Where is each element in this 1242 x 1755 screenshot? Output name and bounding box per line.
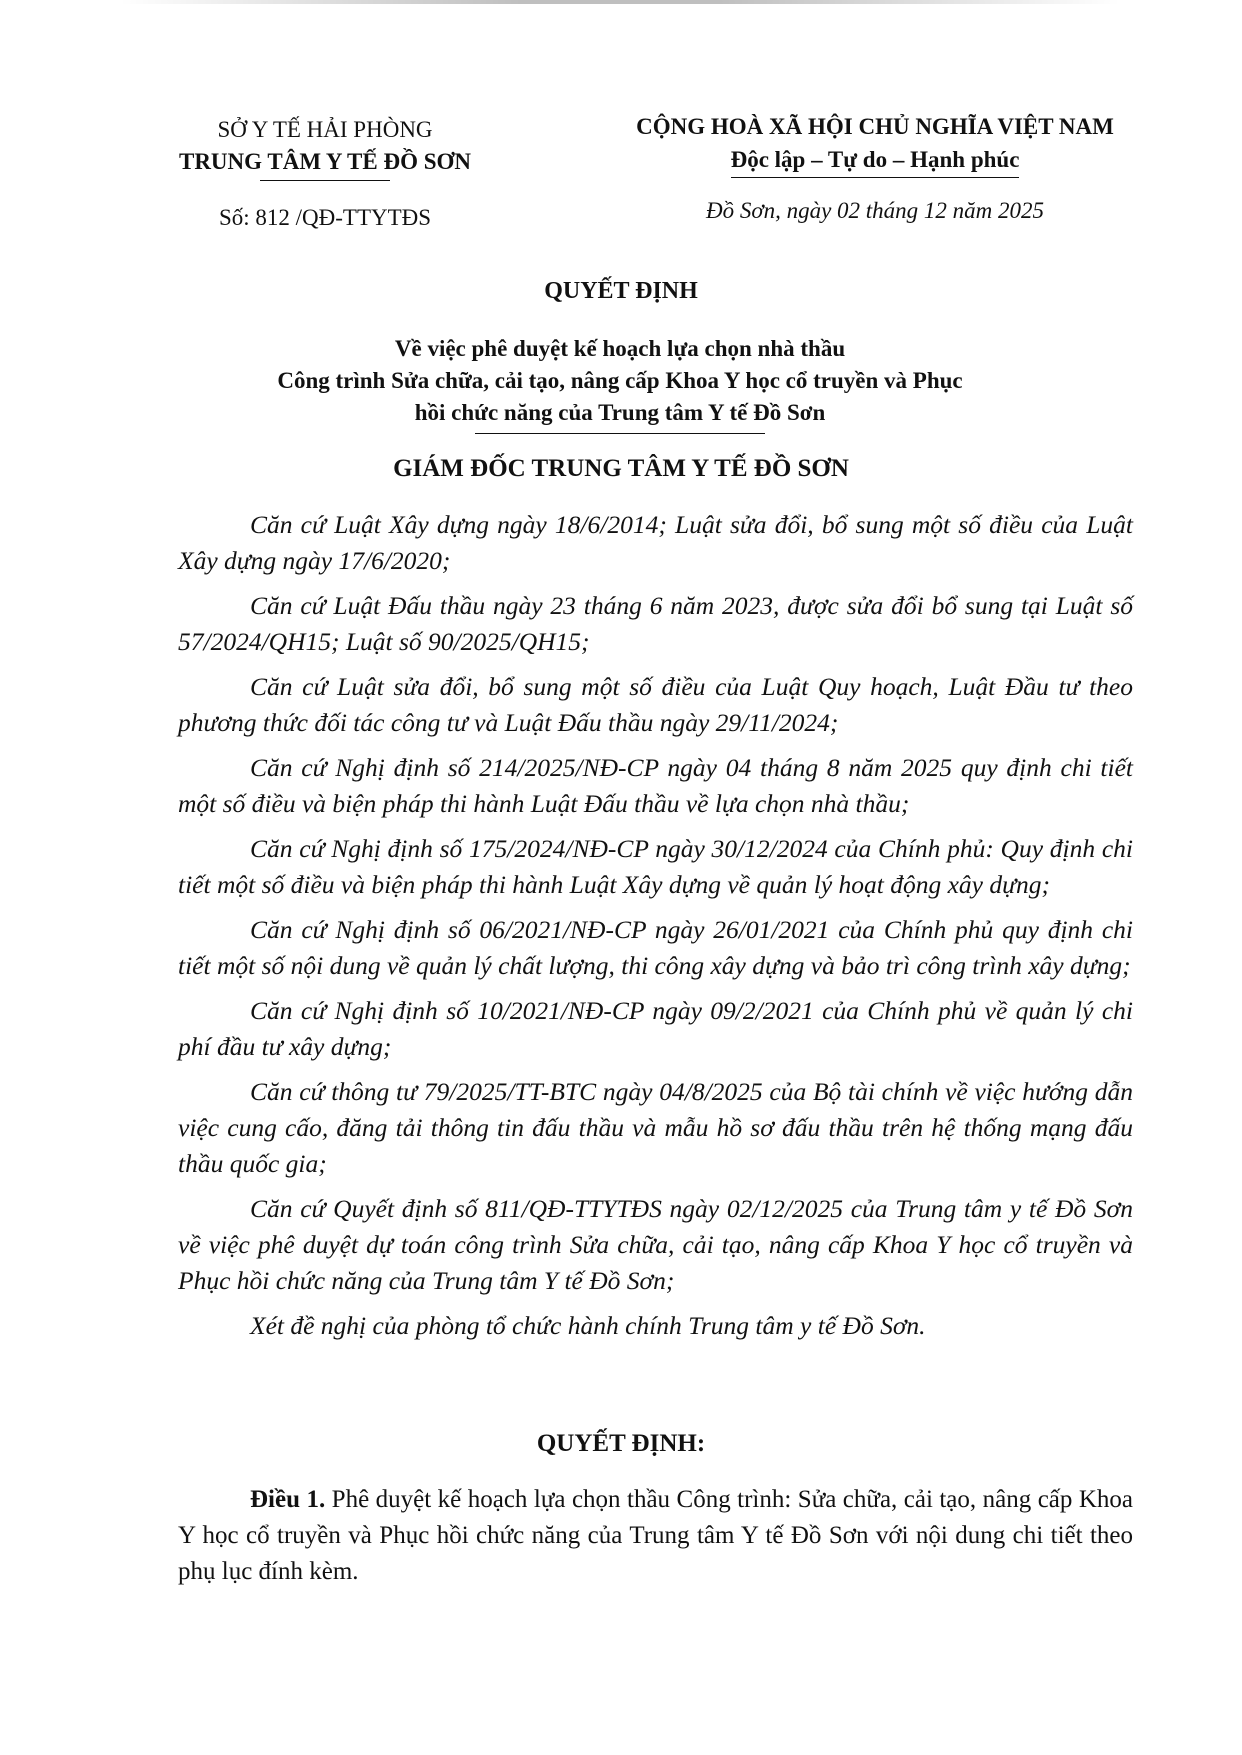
subject-line-3: hồi chức năng của Trung tâm Y tế Đồ Sơn bbox=[414, 400, 826, 425]
decision-heading: QUYẾT ĐỊNH: bbox=[536, 1430, 706, 1457]
basis-paragraph: Căn cứ Luật sửa đổi, bổ sung một số điều của Luật Quy hoạch, Luật Đầu tư theo phương thức đối tác công tư và Luật Đấu thầu ngày 29/11/2024; bbox=[178, 672, 1133, 737]
legal-bases bbox=[178, 507, 1133, 1344]
basis-paragraph: Căn cứ Nghị định số 175/2024/NĐ-CP ngày 30/12/2024 của Chính phủ: Quy định chi tiết một số điều và biện pháp thi hành Luật Xây dựng về quản lý hoạt động xây dựng; bbox=[178, 834, 1133, 899]
document-subject bbox=[150, 333, 1090, 434]
article-1 bbox=[178, 1482, 1133, 1590]
basis-paragraph: Căn cứ Luật Đấu thầu ngày 23 tháng 6 năm 2023, được sửa đổi bổ sung tại Luật số 57/2024/QH15; Luật số 90/2025/QH15; bbox=[178, 591, 1133, 656]
issuer-underline bbox=[260, 180, 390, 181]
basis-paragraph: Căn cứ Nghị định số 06/2021/NĐ-CP ngày 26/01/2021 của Chính phủ quy định chi tiết một số nội dung về quản lý chất lượng, thi công xây dựng và bảo trì công trình xây dựng; bbox=[178, 915, 1133, 980]
issuer-header bbox=[140, 114, 510, 181]
national-header bbox=[590, 110, 1160, 178]
issuer-department: SỞ Y TẾ HẢI PHÒNG bbox=[217, 117, 433, 142]
subject-line-2: Công trình Sửa chữa, cải tạo, nâng cấp Khoa Y học cổ truyền và Phục bbox=[277, 368, 963, 393]
issuer-name: TRUNG TÂM Y TẾ ĐỒ SƠN bbox=[178, 149, 471, 174]
national-title: CỘNG HOÀ XÃ HỘI CHỦ NGHĨA VIỆT NAM bbox=[636, 114, 1114, 139]
subject-line-1: Về việc phê duyệt kế hoạch lựa chọn nhà thầu bbox=[394, 336, 846, 361]
basis-paragraph: Căn cứ Luật Xây dựng ngày 18/6/2014; Luật sửa đổi, bổ sung một số điều của Luật Xây dựng ngày 17/6/2020; bbox=[178, 510, 1133, 575]
subject-underline bbox=[475, 433, 765, 434]
article-1-text: Phê duyệt kế hoạch lựa chọn thầu Công trình: Sửa chữa, cải tạo, nâng cấp Khoa Y học cổ truyền và Phục hồi chức năng của Trung tâm Y tế Đồ Sơn với nội dung chi tiết theo phụ lục đính kèm. bbox=[178, 1486, 1133, 1585]
article-1-label: Điều 1. bbox=[250, 1486, 326, 1513]
basis-paragraph: Căn cứ Quyết định số 811/QĐ-TTYTĐS ngày 02/12/2025 của Trung tâm y tế Đồ Sơn về việc phê duyệt dự toán công trình Sửa chữa, cải tạo, nâng cấp Khoa Y học cổ truyền và Phục hồi chức năng của Trung tâm Y tế Đồ Sơn; bbox=[178, 1194, 1133, 1295]
basis-paragraph: Căn cứ Nghị định số 214/2025/NĐ-CP ngày 04 tháng 8 năm 2025 quy định chi tiết một số điều và biện pháp thi hành Luật Đấu thầu về lựa chọn nhà thầu; bbox=[178, 753, 1133, 818]
authority-heading: GIÁM ĐỐC TRUNG TÂM Y TẾ ĐỒ SƠN bbox=[393, 455, 849, 482]
document-date: Đồ Sơn, ngày 02 tháng 12 năm 2025 bbox=[705, 198, 1045, 223]
document-title: QUYẾT ĐỊNH bbox=[544, 278, 698, 304]
document-number: Số: 812 /QĐ-TTYTĐS bbox=[218, 205, 432, 230]
basis-paragraph: Căn cứ Nghị định số 10/2021/NĐ-CP ngày 09/2/2021 của Chính phủ về quản lý chi phí đầu tư xây dựng; bbox=[178, 996, 1133, 1061]
proposal-paragraph: Xét đề nghị của phòng tổ chức hành chính Trung tâm y tế Đồ Sơn. bbox=[250, 1311, 926, 1340]
national-motto: Độc lập – Tự do – Hạnh phúc bbox=[731, 143, 1020, 178]
basis-paragraph: Căn cứ thông tư 79/2025/TT-BTC ngày 04/8/2025 của Bộ tài chính về việc hướng dẫn việc cung cấo, đăng tải thông tin đấu thầu và mẫu hồ sơ đấu thầu trên hệ thống mạng đấu thầu quốc gia; bbox=[178, 1077, 1133, 1178]
